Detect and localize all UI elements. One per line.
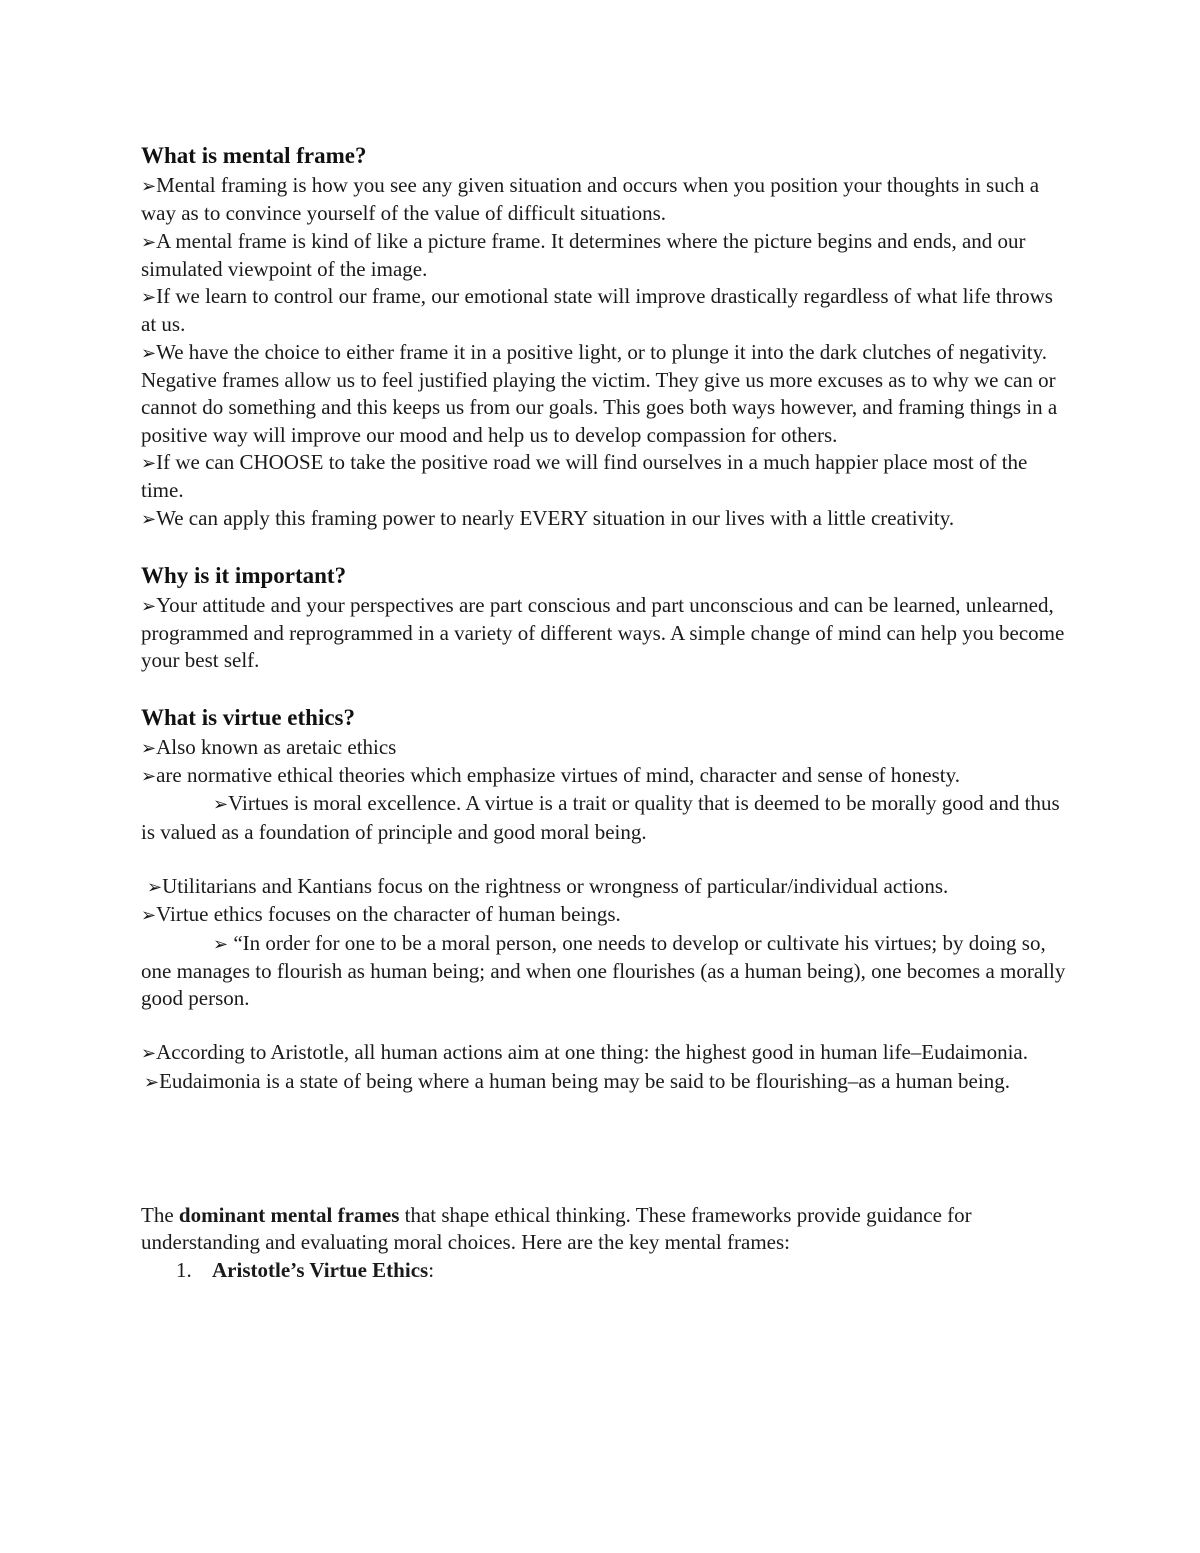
arrow-bullet-icon: ➢ <box>141 231 157 253</box>
arrow-bullet-icon: ➢ <box>147 876 163 898</box>
bullet-item: ➢If we learn to control our frame, our emotional state will improve drastically regardless of what life throws at us. <box>141 284 1053 337</box>
arrow-bullet-icon: ➢ <box>141 595 157 617</box>
bullet-item: ➢According to Aristotle, all human actions aim at one thing: the highest good in human life–Eudaimonia. <box>141 1040 1029 1065</box>
dominant-frames-intro: The dominant mental frames that shape ethical thinking. These frameworks provide guidance for understanding and evaluating moral choices. Here are the key mental frames: <box>141 1203 972 1255</box>
arrow-bullet-icon: ➢ <box>213 933 229 955</box>
bullet-item: ➢We have the choice to either frame it in a positive light, or to plunge it into the dark clutches of negativity. Negative frames allow us to feel justified playing the victim. They give us more excuses as to why we can or cannot do something and this keeps us from our goals. This goes both ways however, and framing things in a positive way will improve our mood and help us to develop compassion for others. <box>141 339 1058 447</box>
list-number: 1. <box>176 1257 192 1282</box>
arrow-bullet-icon: ➢ <box>141 287 157 309</box>
mental-frame-bullets <box>141 172 1071 533</box>
arrow-bullet-icon: ➢ <box>141 905 157 927</box>
arrow-bullet-icon: ➢ <box>141 508 157 530</box>
bullet-item: ➢Also known as aretaic ethics <box>141 734 397 759</box>
arrow-bullet-icon: ➢ <box>213 794 229 816</box>
arrow-bullet-icon: ➢ <box>144 1071 160 1093</box>
bullet-item: ➢Eudaimonia is a state of being where a human being may be said to be flourishing–as a human being. <box>144 1068 1010 1093</box>
bullet-item: ➢Virtue ethics focuses on the character of human beings. <box>141 902 621 927</box>
bullet-item: ➢Mental framing is how you see any given situation and occurs when you position your thoughts in such a way as to convince yourself of the value of difficult situations. <box>141 173 1040 226</box>
arrow-bullet-icon: ➢ <box>141 452 157 474</box>
list-item: 1. Aristotle’s Virtue Ethics: <box>141 1257 1071 1284</box>
heading-importance: Why is it important? <box>141 562 347 588</box>
quote-bullet-item: ➢ “In order for one to be a moral person, one needs to develop or cultivate his virtues; by doing so, one manages to flourish as human being; and when one flourishes (as a human being), one becomes a morally good person. <box>141 930 1066 1011</box>
arrow-bullet-icon: ➢ <box>141 342 157 364</box>
bullet-item: ➢If we can CHOOSE to take the positive road we will find ourselves in a much happier place most of the time. <box>141 449 1028 503</box>
bullet-item: ➢Virtues is moral excellence. A virtue is a trait or quality that is deemed to be morally good and thus is valued as a foundation of principle and good moral being. <box>141 791 1060 844</box>
heading-virtue-ethics: What is virtue ethics? <box>141 704 356 730</box>
mental-frames-list <box>141 1257 1071 1284</box>
arrow-bullet-icon: ➢ <box>141 766 157 788</box>
bullet-item: ➢Utilitarians and Kantians focus on the rightness or wrongness of particular/individual actions. <box>147 873 949 898</box>
bullet-item: ➢Your attitude and your perspectives are part conscious and part unconscious and can be learned, unlearned, programmed and reprogrammed in a variety of different ways. A simple change of mind can help you become your best self. <box>141 592 1065 673</box>
arrow-bullet-icon: ➢ <box>141 1043 157 1065</box>
arrow-bullet-icon: ➢ <box>141 737 157 759</box>
heading-mental-frame: What is mental frame? <box>141 143 367 168</box>
bullet-item: ➢We can apply this framing power to nearly EVERY situation in our lives with a little creativity. <box>141 505 955 530</box>
bullet-item: ➢A mental frame is kind of like a picture frame. It determines where the picture begins and ends, and our simulated viewpoint of the image. <box>141 228 1026 281</box>
arrow-bullet-icon: ➢ <box>141 176 157 197</box>
bullet-item: ➢are normative ethical theories which emphasize virtues of mind, character and sense of honesty. <box>141 763 961 788</box>
document-page <box>141 140 1071 1284</box>
